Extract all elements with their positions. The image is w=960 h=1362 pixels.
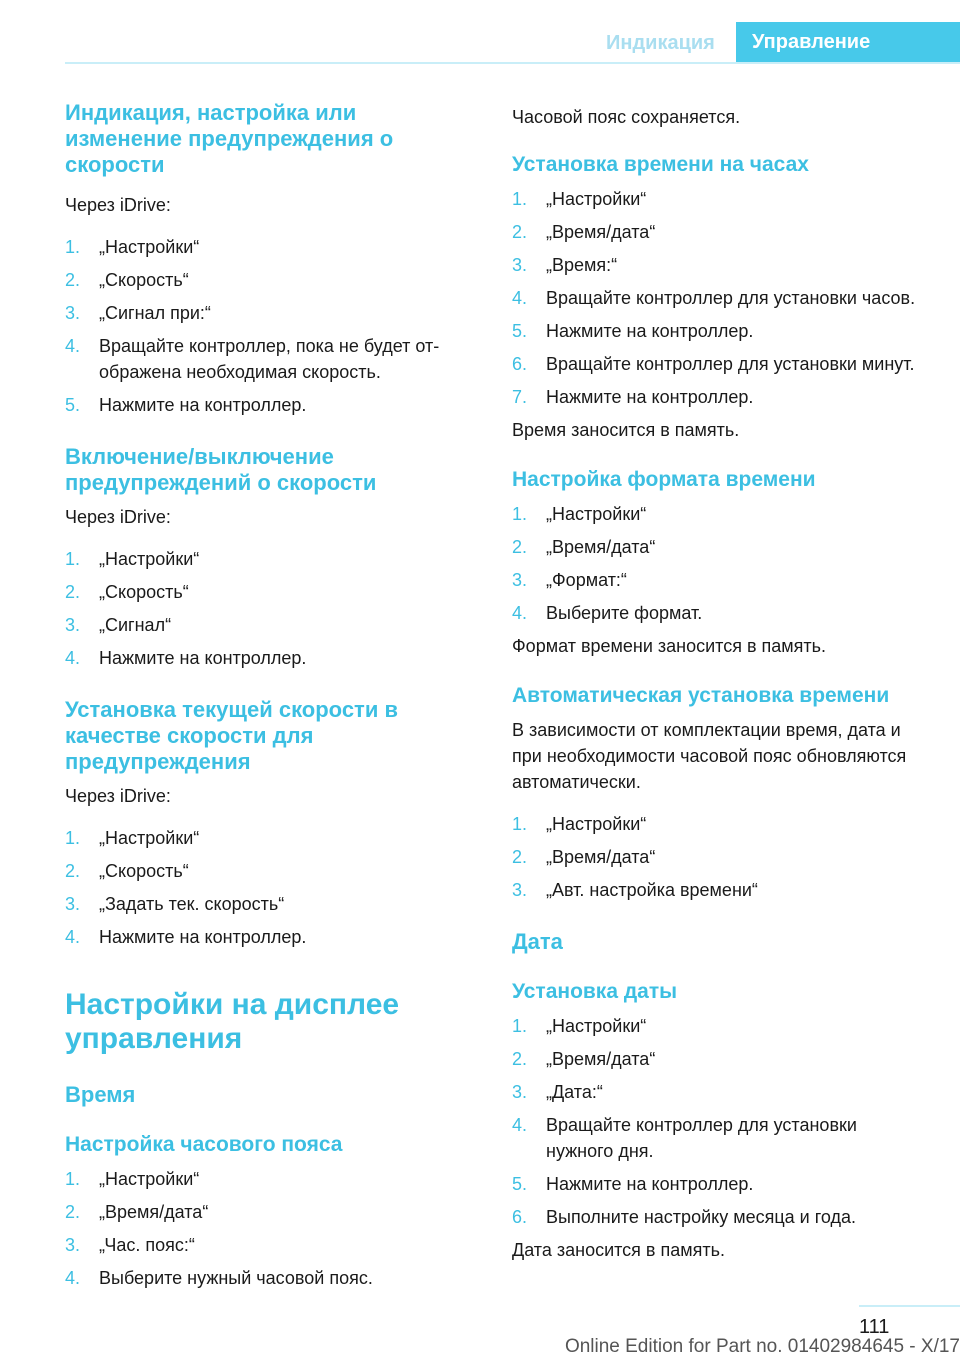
list-item: 2. „Скорость“ bbox=[65, 270, 189, 290]
list-item: 1. „Настройки“ bbox=[65, 828, 200, 848]
list-item: 3. „Время:“ bbox=[512, 255, 618, 275]
section-title-speed-warning-settings: Индикация, настройка или изменение предупреждения о скорости bbox=[65, 100, 394, 177]
timezone-saved-note: Часовой пояс сохраняется. bbox=[512, 107, 741, 127]
list-item: 6. Вращайте контроллер для установки минут. bbox=[512, 354, 915, 374]
steps-list bbox=[512, 811, 922, 903]
list-item: 1. „Настройки“ bbox=[512, 1016, 647, 1036]
list-item: 3. „Формат:“ bbox=[512, 570, 627, 590]
list-item: 2. „Время/дата“ bbox=[512, 847, 656, 867]
list-item: 7. Нажмите на контроллер. bbox=[512, 387, 754, 407]
list-item: 2. „Время/дата“ bbox=[512, 537, 656, 557]
section-title-auto-time: Автоматическая установка времени bbox=[512, 684, 890, 707]
section-intro: Через iDrive: bbox=[65, 786, 171, 806]
left-column bbox=[65, 100, 475, 1298]
section-title-time-format: Настройка формата времени bbox=[512, 468, 816, 491]
list-item: 3. „Задать тек. скорость“ bbox=[65, 894, 285, 914]
section-intro: В зависимости от комплектации время, дата и при необходимости часовой пояс обновляются автоматически. bbox=[512, 720, 907, 792]
section-intro: Через iDrive: bbox=[65, 507, 171, 527]
steps-list bbox=[512, 501, 922, 626]
list-item: 2. „Скорость“ bbox=[65, 582, 189, 602]
list-item: 1. „Настройки“ bbox=[512, 189, 647, 209]
footer-divider bbox=[859, 1305, 960, 1307]
list-item: 5. Нажмите на контроллер. bbox=[65, 395, 307, 415]
tab-control[interactable]: Управление bbox=[736, 22, 960, 62]
list-item: 4. Выберите нужный часовой пояс. bbox=[65, 1268, 373, 1288]
steps-list bbox=[65, 234, 475, 418]
list-item: 3. „Сигнал“ bbox=[65, 615, 172, 635]
section-title-warnings-toggle: Включение/выключение предупреждений о скорости bbox=[65, 444, 377, 495]
section-title-current-speed: Установка текущей скорости в качестве скорости для предупреждения bbox=[65, 697, 398, 774]
tab-indication[interactable]: Индикация bbox=[606, 32, 715, 54]
list-item: 5. Нажмите на контроллер. bbox=[512, 321, 754, 341]
list-item: 1. „Настройки“ bbox=[65, 549, 200, 569]
list-item: 3. „Авт. настройка времени“ bbox=[512, 880, 758, 900]
list-item: 3. „Час. пояс:“ bbox=[65, 1235, 195, 1255]
section-note: Формат времени заносится в память. bbox=[512, 636, 827, 656]
right-column bbox=[512, 100, 922, 1263]
list-item: 4. Выберите формат. bbox=[512, 603, 703, 623]
list-item: 3. „Дата:“ bbox=[512, 1082, 603, 1102]
section-title-timezone: Настройка часового пояса bbox=[65, 1133, 343, 1156]
section-title-clock-time: Установка времени на часах bbox=[512, 153, 809, 176]
section-note: Дата заносится в память. bbox=[512, 1240, 725, 1260]
list-item: 4. Вращайте контроллер для установки часов. bbox=[512, 288, 916, 308]
list-item: 5. Нажмите на контроллер. bbox=[512, 1174, 754, 1194]
steps-list bbox=[512, 186, 922, 410]
list-item: 1. „Настройки“ bbox=[512, 814, 647, 834]
list-item: 6. Выполните настройку месяца и года. bbox=[512, 1207, 857, 1227]
list-item: 1. „Настройки“ bbox=[65, 237, 200, 257]
list-item: 2. „Время/дата“ bbox=[512, 1049, 656, 1069]
list-item: 4. Нажмите на контроллер. bbox=[65, 927, 307, 947]
steps-list bbox=[65, 825, 475, 950]
subsection-title-time: Время bbox=[65, 1082, 136, 1107]
section-title-set-date: Установка даты bbox=[512, 980, 678, 1003]
steps-list bbox=[65, 546, 475, 671]
section-intro: Через iDrive: bbox=[65, 195, 171, 215]
footer-edition: Online Edition for Part no. 01402984645 - X/17 bbox=[564, 1336, 960, 1357]
list-item: 2. „Время/дата“ bbox=[512, 222, 656, 242]
subsection-title-date: Дата bbox=[512, 929, 563, 954]
list-item: 1. „Настройки“ bbox=[512, 504, 647, 524]
header-divider bbox=[65, 62, 960, 64]
list-item: 2. „Скорость“ bbox=[65, 861, 189, 881]
list-item: 1. „Настройки“ bbox=[65, 1169, 200, 1189]
list-item: 4. Нажмите на контроллер. bbox=[65, 648, 307, 668]
steps-list bbox=[65, 1166, 475, 1291]
list-item: 4. Вращайте контроллер для установки нужного дня. bbox=[512, 1115, 857, 1161]
list-item: 2. „Время/дата“ bbox=[65, 1202, 209, 1222]
section-note: Время заносится в память. bbox=[512, 420, 740, 440]
list-item: 4. Вращайте контроллер, пока не будет отображена необходимая скорость. bbox=[65, 336, 440, 382]
page-number: 111 bbox=[859, 1316, 890, 1338]
steps-list bbox=[512, 1013, 922, 1230]
main-section-title: Настройки на дисплее управления bbox=[65, 988, 400, 1055]
list-item: 3. „Сигнал при:“ bbox=[65, 303, 211, 323]
